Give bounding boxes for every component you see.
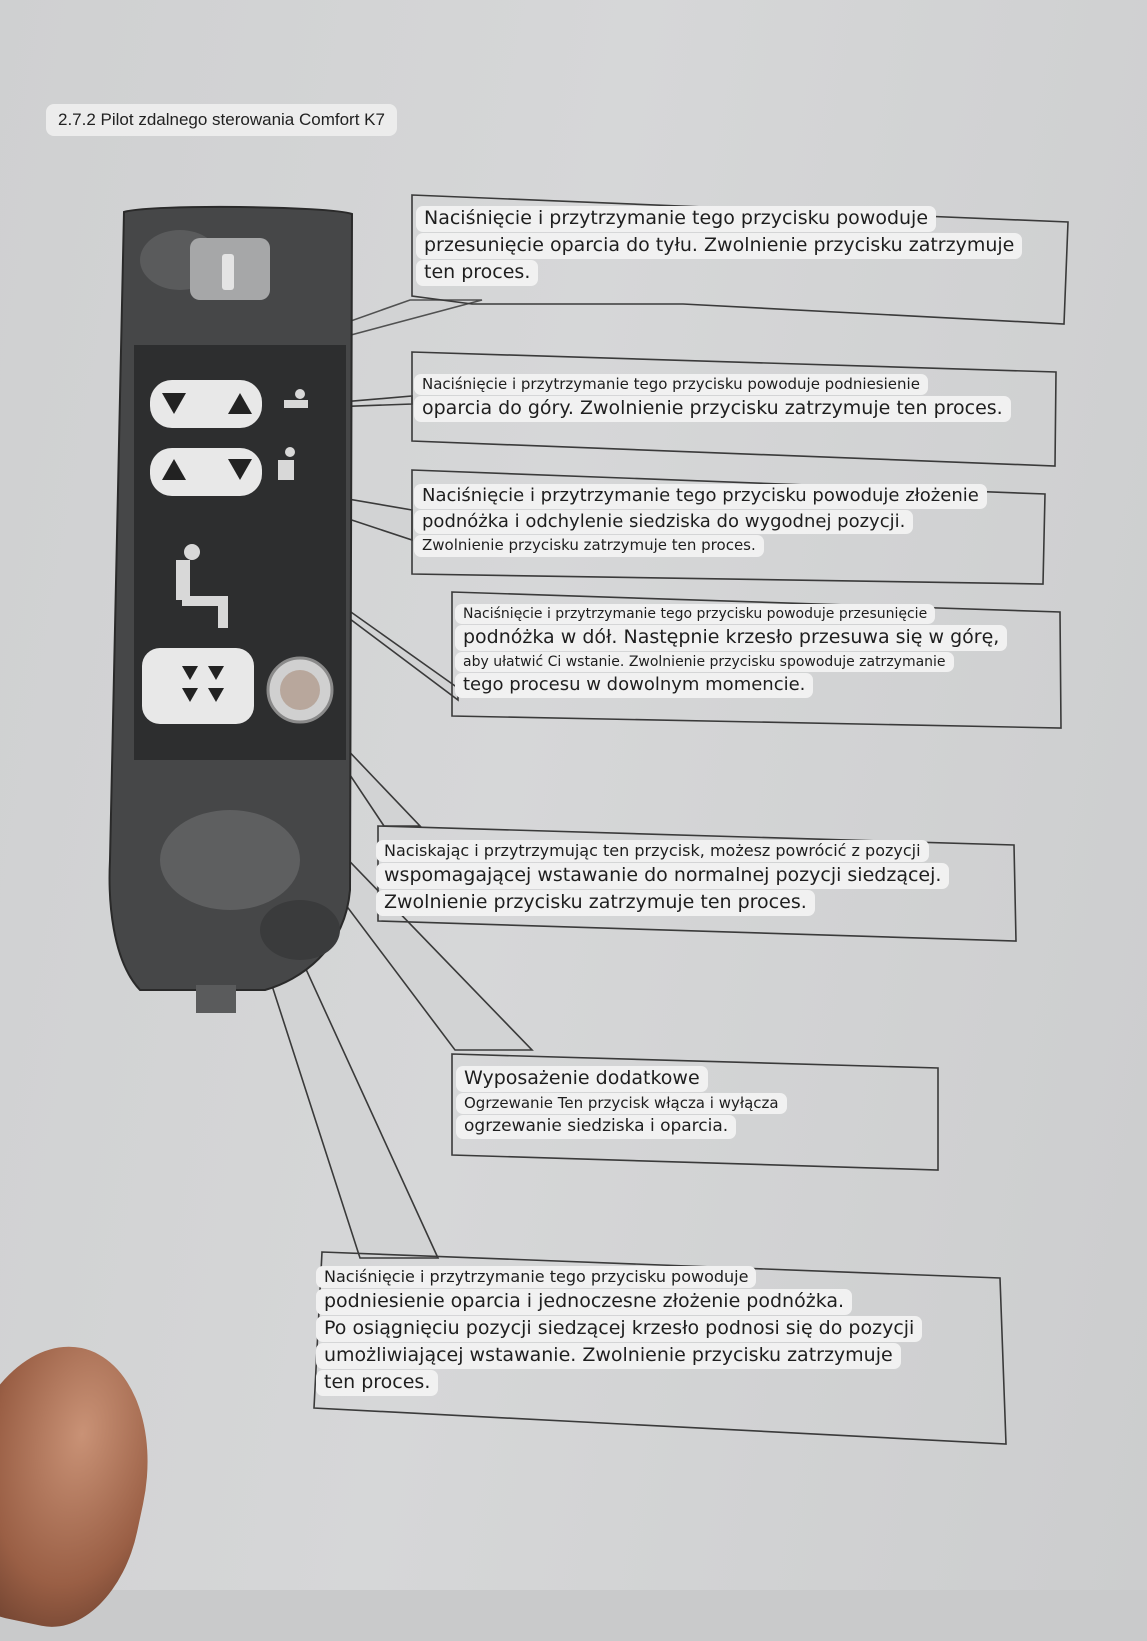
callout-line: Po osiągnięciu pozycji siedzącej krzesło podnosi się do pozycji (316, 1316, 922, 1342)
callout-line: Wyposażenie dodatkowe (456, 1066, 708, 1092)
callout-line: Zwolnienie przycisku zatrzymuje ten proces. (376, 890, 815, 916)
section-heading: 2.7.2 Pilot zdalnego sterowania Comfort K7 (46, 104, 397, 136)
callout-line: umożliwiającej wstawanie. Zwolnienie przycisku zatrzymuje (316, 1343, 901, 1369)
callout-line: Ogrzewanie Ten przycisk włącza i wyłącza (456, 1093, 787, 1114)
stand-up-button (142, 648, 254, 724)
callout-line: podnóżka w dół. Następnie krzesło przesuwa się w górę, (455, 625, 1007, 651)
callout-line: przesunięcie oparcia do tyłu. Zwolnienie przycisku zatrzymuje (416, 233, 1022, 259)
callout-stand-up (316, 1266, 922, 1397)
callout-line: Naciśnięcie i przytrzymanie tego przycisku powoduje (316, 1266, 756, 1288)
callout-line: tego procesu w dowolnym momencie. (455, 673, 813, 698)
callout-backrest-up (414, 374, 1011, 423)
callout-line: ten proces. (316, 1370, 438, 1396)
callout-heating (456, 1066, 787, 1140)
callout-footrest-down (455, 604, 1007, 699)
callout-line: ten proces. (416, 260, 538, 286)
callout-line: ogrzewanie siedziska i oparcia. (456, 1115, 736, 1139)
callout-backrest-back (416, 206, 1022, 287)
callout-line: Naciśnięcie i przytrzymanie tego przycisku powoduje złożenie (414, 484, 987, 509)
callout-footrest-fold (414, 484, 987, 558)
callout-line: Naciskając i przytrzymując ten przycisk, możesz powrócić z pozycji (376, 840, 929, 862)
callout-line: Naciśnięcie i przytrzymanie tego przycisku powoduje przesunięcie (455, 604, 935, 624)
callout-line: Naciśnięcie i przytrzymanie tego przycisku powoduje (416, 206, 936, 232)
callout-line: wspomagającej wstawanie do normalnej pozycji siedzącej. (376, 863, 949, 889)
callout-line: podniesienie oparcia i jednoczesne złożenie podnóżka. (316, 1289, 852, 1315)
callout-line: oparcia do góry. Zwolnienie przycisku zatrzymuje ten proces. (414, 396, 1011, 422)
remote-control (110, 207, 352, 1013)
callout-line: Zwolnienie przycisku zatrzymuje ten proces. (414, 535, 764, 556)
callout-line: aby ułatwić Ci wstanie. Zwolnienie przycisku spowoduje zatrzymanie (455, 652, 954, 672)
callout-return-sitting (376, 840, 949, 917)
callout-line: podnóżka i odchylenie siedziska do wygodnej pozycji. (414, 510, 913, 535)
callout-line: Naciśnięcie i przytrzymanie tego przycisku powoduje podniesienie (414, 374, 928, 395)
